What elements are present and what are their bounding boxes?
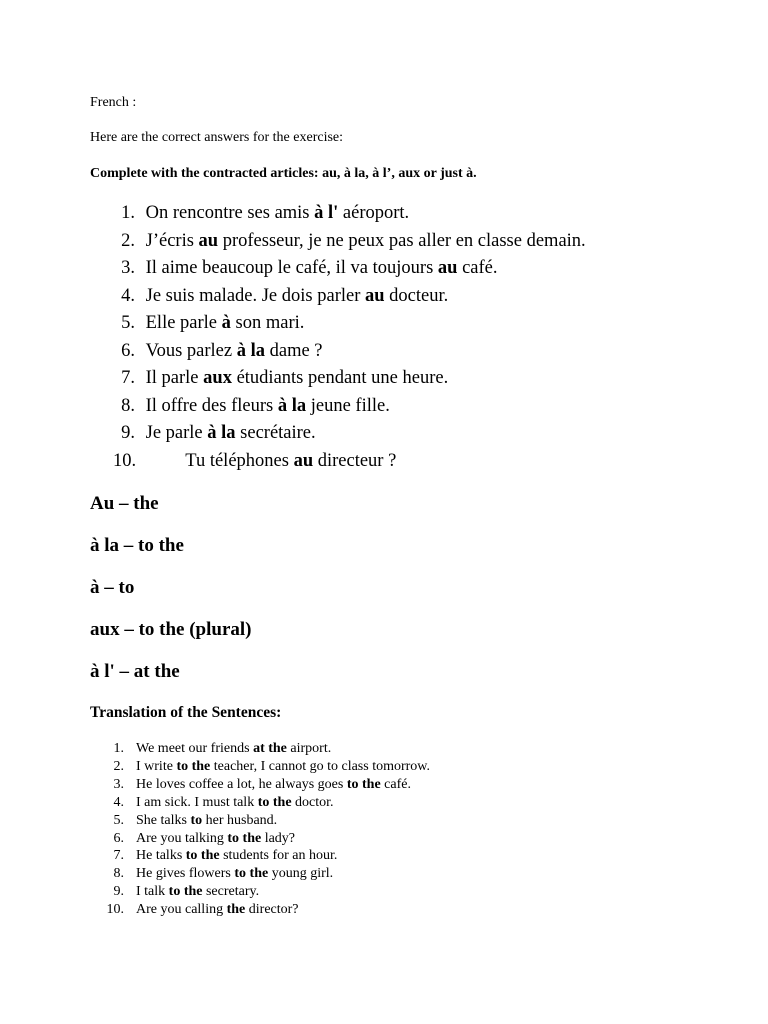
exercise-item — [90, 393, 586, 421]
exercise-answer: à la — [207, 423, 236, 443]
exercise-text: aéroport. — [338, 203, 410, 223]
translation-number: 3. — [113, 776, 124, 792]
translation-answer: to the — [168, 884, 203, 900]
exercise-answer: à l' — [314, 203, 339, 223]
exercise-text: secrétaire. — [235, 423, 316, 443]
translation-item — [90, 758, 430, 776]
translation-text: I am sick. I must talk — [136, 794, 258, 810]
translation-answer: to the — [234, 866, 269, 882]
glossary-entry: à l' – at the — [90, 661, 180, 682]
exercise-text: Tu téléphones — [185, 450, 294, 471]
translation-text: doctor. — [291, 794, 334, 810]
translation-text: Are you calling — [136, 902, 227, 918]
intro-text: Here are the correct answers for the exercise: — [90, 130, 344, 145]
translation-number: 10. — [106, 902, 124, 918]
exercise-answer: à la — [277, 395, 307, 416]
exercise-instruction: Complete with the contracted articles: au, à la, à l’, aux or just à. — [90, 166, 477, 181]
exercise-text: Il parle — [145, 368, 204, 388]
exercise-item — [90, 200, 586, 228]
translation-number: 7. — [113, 848, 124, 864]
translation-text: café. — [380, 776, 411, 792]
exercise-text: étudiants pendant une heure. — [231, 368, 449, 388]
exercise-text: Il offre des fleurs — [145, 395, 278, 416]
glossary-entry: à la – to the — [90, 535, 184, 556]
exercise-text: son mari. — [230, 313, 305, 333]
exercise-number: 6. — [121, 340, 135, 361]
exercise-answer: à la — [236, 340, 265, 361]
translation-text: her husband. — [202, 812, 278, 828]
exercise-answer: à — [221, 313, 231, 333]
translation-number: 1. — [113, 741, 124, 756]
translation-text: Are you talking — [136, 830, 228, 846]
translation-answer: to the — [257, 794, 292, 810]
translation-item — [90, 812, 430, 830]
translation-text: He gives flowers — [136, 866, 235, 882]
exercise-text: professeur, je ne peux pas aller en classe demain. — [218, 230, 586, 251]
translation-text: He talks — [136, 848, 186, 864]
translation-item — [90, 847, 430, 865]
translation-text: lady? — [261, 830, 296, 846]
exercise-text: Elle parle — [145, 313, 222, 333]
exercise-item — [90, 420, 586, 448]
glossary-entry: à – to — [90, 577, 135, 598]
translation-answer: to — [190, 812, 203, 828]
exercise-item — [90, 310, 586, 338]
translation-number: 9. — [113, 884, 124, 900]
translation-item — [90, 865, 430, 883]
translation-answer: to the — [176, 758, 211, 774]
translation-text: He loves coffee a lot, he always goes — [136, 776, 347, 792]
exercise-text: Je suis malade. Je dois parler — [145, 285, 365, 306]
translation-text: We meet our friends — [136, 741, 254, 756]
exercise-number: 4. — [121, 285, 135, 306]
translation-item — [90, 901, 430, 919]
exercise-number: 5. — [121, 313, 135, 333]
exercise-answer: au — [437, 258, 458, 278]
exercise-answer: aux — [203, 368, 232, 388]
translation-text: teacher, I cannot go to class tomorrow. — [210, 758, 430, 774]
exercise-number: 1. — [121, 203, 135, 223]
translation-text: director? — [245, 902, 299, 918]
exercise-item — [90, 228, 586, 256]
translation-answer: to the — [227, 830, 262, 846]
translation-answer: at the — [253, 741, 287, 756]
glossary-entry: aux – to the (plural) — [90, 619, 252, 640]
exercise-text: Il aime beaucoup le café, il va toujours — [145, 258, 438, 278]
translation-item — [90, 830, 430, 848]
exercise-item — [90, 283, 586, 311]
exercise-text: café. — [457, 258, 498, 278]
translation-text: students for an hour. — [219, 848, 338, 864]
translation-number: 6. — [113, 830, 124, 846]
exercise-text: jeune fille. — [306, 395, 390, 416]
exercise-item — [90, 255, 586, 283]
exercise-answer: au — [198, 230, 219, 251]
exercise-number: 2. — [121, 230, 135, 251]
translation-number: 2. — [113, 758, 124, 774]
translation-answer: to the — [346, 776, 381, 792]
translation-answer: the — [226, 902, 246, 918]
exercise-answer: au — [365, 285, 385, 306]
exercise-text: dame ? — [265, 340, 323, 361]
translation-number: 4. — [113, 794, 124, 810]
translation-text: I talk — [136, 884, 169, 900]
translation-text: airport. — [286, 741, 332, 756]
exercise-number: 10. — [113, 450, 137, 471]
translation-item — [90, 794, 430, 812]
translation-answer: to the — [185, 848, 220, 864]
exercise-item — [90, 448, 586, 476]
exercise-number: 7. — [121, 368, 135, 388]
translation-text: She talks — [136, 812, 191, 828]
exercise-text: directeur ? — [313, 450, 397, 471]
translation-number: 5. — [113, 812, 124, 828]
exercise-item — [90, 365, 586, 393]
language-label: French : — [90, 95, 137, 110]
exercise-answer: au — [293, 450, 314, 471]
translation-item — [90, 740, 430, 758]
translation-item — [90, 883, 430, 901]
exercise-item — [90, 338, 586, 366]
translation-text: I write — [136, 758, 177, 774]
exercise-text: J’écris — [145, 230, 199, 251]
exercise-number: 8. — [121, 395, 135, 416]
translation-title: Translation of the Sentences: — [90, 704, 282, 721]
exercise-list — [90, 200, 586, 475]
translation-text: secretary. — [202, 884, 260, 900]
translation-list — [90, 740, 430, 919]
exercise-number: 9. — [121, 423, 135, 443]
exercise-text: On rencontre ses amis — [145, 203, 315, 223]
exercise-number: 3. — [121, 258, 135, 278]
exercise-text: docteur. — [384, 285, 449, 306]
glossary-entry: Au – the — [90, 493, 159, 514]
translation-text: young girl. — [268, 866, 334, 882]
exercise-text: Vous parlez — [145, 340, 237, 361]
translation-number: 8. — [113, 866, 124, 882]
translation-item — [90, 776, 430, 794]
exercise-text: Je parle — [145, 423, 208, 443]
